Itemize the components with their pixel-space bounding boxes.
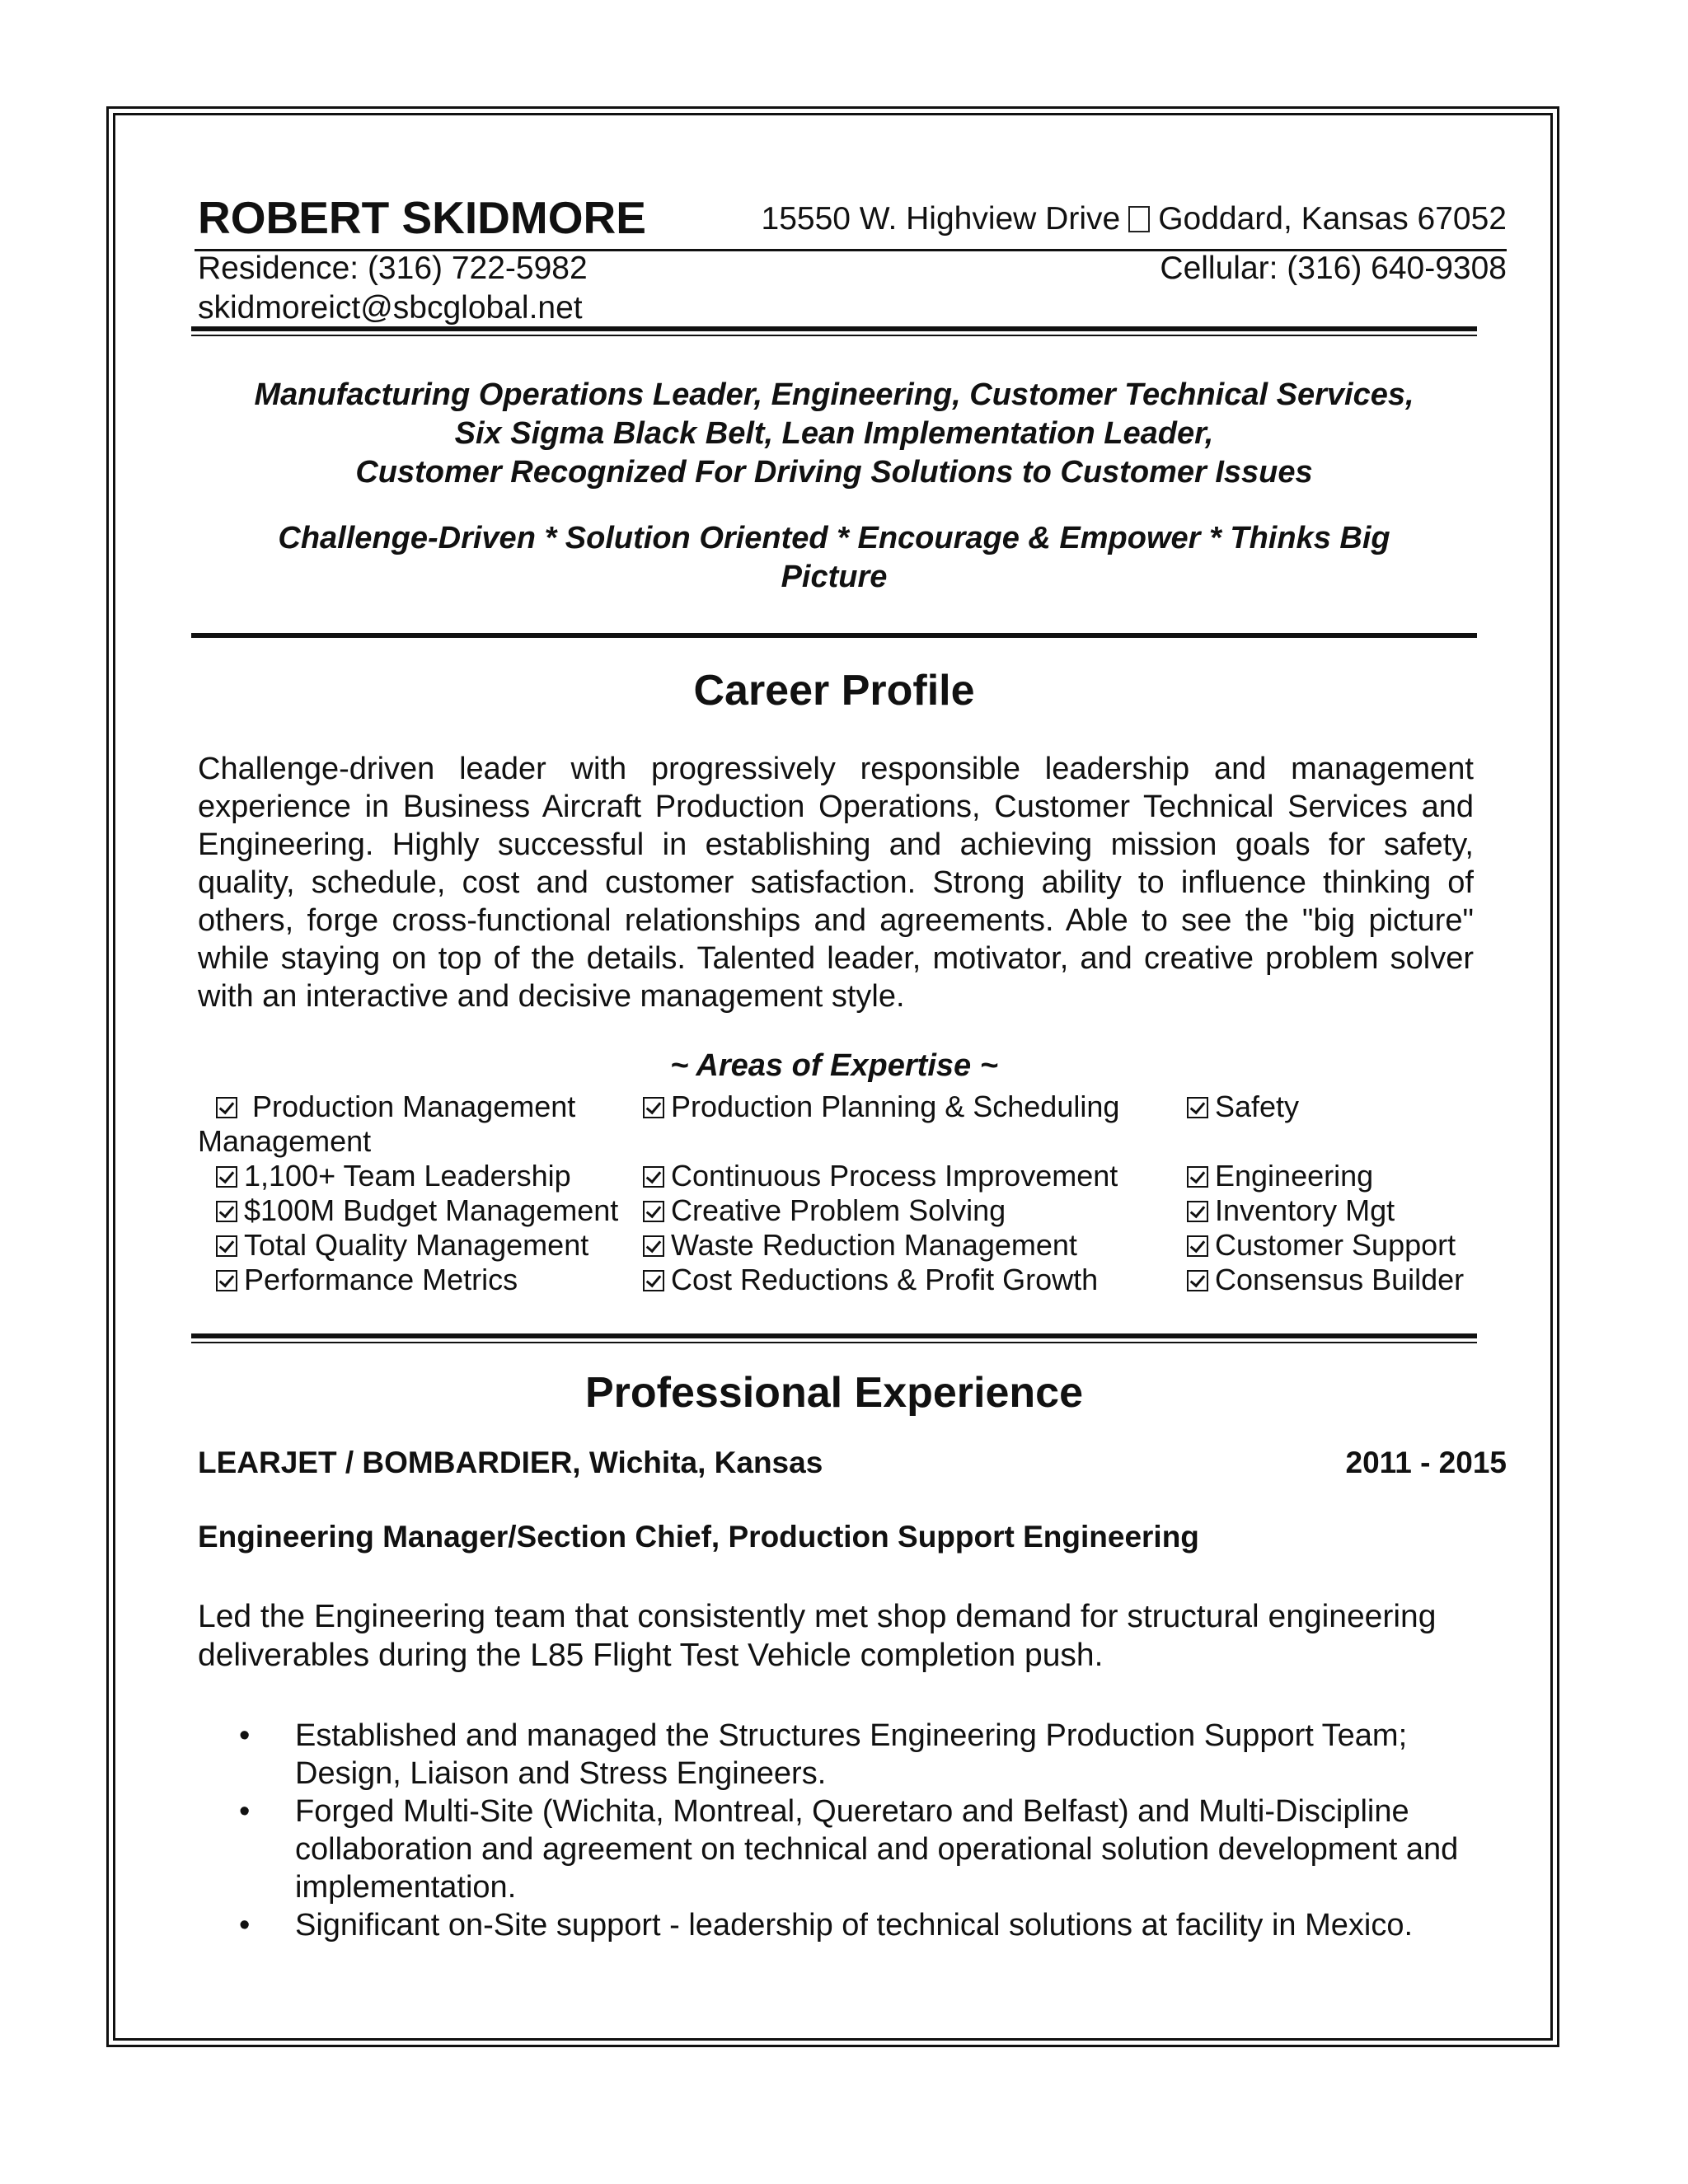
address-city: Goddard, Kansas 67052: [1158, 201, 1507, 237]
headline-line-2: Six Sigma Black Belt, Lean Implementation Leader,: [454, 416, 1214, 451]
checkbox-icon: [1187, 1097, 1208, 1118]
checkbox-icon: [643, 1097, 664, 1118]
employment-years: 2011 - 2015: [1345, 1446, 1507, 1479]
traits: [191, 519, 1477, 597]
checkbox-icon: [1187, 1270, 1208, 1291]
section-divider: [191, 633, 1477, 638]
expertise-item: 1,100+ Team Leadership: [216, 1159, 571, 1193]
section-divider-thin: [191, 1342, 1477, 1343]
expertise-item: Production Planning & Scheduling: [643, 1090, 1119, 1124]
list-item: • Forged Multi-Site (Wichita, Montreal, Queretaro and Belfast) and Multi-Discipline collaboration and agreement on technical and operational solution development and implementation.: [239, 1793, 1475, 1906]
traits-line-1: Challenge-Driven * Solution Oriented * Encourage & Empower * Thinks Big: [278, 521, 1390, 555]
experience-title: Professional Experience: [584, 1369, 1084, 1417]
job-summary: Led the Engineering team that consistently met shop demand for structural engineering deliverables during the L85 Flight Test Vehicle completion push.: [198, 1599, 1437, 1673]
expertise-item: Creative Problem Solving: [643, 1193, 1006, 1228]
list-item: • Established and managed the Structures Engineering Production Support Team; Design, Liaison and Stress Engineers.: [239, 1717, 1475, 1793]
expertise-item-wrap: Management: [198, 1124, 372, 1158]
candidate-name: ROBERT SKIDMORE: [198, 192, 646, 243]
separator-box-icon: [1128, 206, 1150, 232]
checkbox-icon: [643, 1235, 664, 1257]
checkbox-icon: [216, 1235, 237, 1257]
list-item: • Significant on-Site support - leadership of technical solutions at facility in Mexico.: [239, 1906, 1475, 1944]
checkbox-icon: [1187, 1166, 1208, 1188]
traits-line-2: Picture: [781, 560, 888, 594]
expertise-item: Consensus Builder: [1187, 1263, 1464, 1297]
expertise-item: Cost Reductions & Profit Growth: [643, 1263, 1098, 1297]
expertise-item: $100M Budget Management: [216, 1193, 618, 1228]
expertise-item: Safety: [1187, 1090, 1299, 1124]
checkbox-icon: [643, 1201, 664, 1222]
checkbox-icon: [1187, 1201, 1208, 1222]
expertise-item: Production Management: [216, 1090, 575, 1124]
expertise-item: Total Quality Management: [216, 1228, 588, 1263]
expertise-item: Continuous Process Improvement: [643, 1159, 1118, 1193]
expertise-heading: ~ Areas of Expertise ~: [670, 1048, 998, 1083]
cellular-phone: Cellular: (316) 640-9308: [1160, 251, 1507, 286]
checkbox-icon: [216, 1166, 237, 1188]
job-title: Engineering Manager/Section Chief, Production Support Engineering: [198, 1520, 1199, 1554]
header-divider-thin: [191, 335, 1477, 336]
expertise-item: Performance Metrics: [216, 1263, 518, 1297]
headline-line-3: Customer Recognized For Driving Solutions to Customer Issues: [355, 455, 1313, 490]
address-line: [762, 201, 1507, 237]
career-profile-text: Challenge-driven leader with progressively responsible leadership and management experience in Business Aircraft Production Operations, Customer Technical Services and Engineering. Highly successful in establishing and achieving mission goals for safety, quality, schedule, cost and customer satisfaction. Strong ability to influence thinking of others, forge cross-functional relationships and agreements. Able to see the "big picture" while staying on top of the details. Talented leader, motivator, and creative problem solver with an interactive and decisive management style.: [198, 752, 1474, 1014]
expertise-item: Inventory Mgt: [1187, 1193, 1395, 1228]
checkbox-icon: [216, 1097, 237, 1118]
checkbox-icon: [643, 1166, 664, 1188]
residence-phone: Residence: (316) 722-5982: [198, 251, 588, 286]
checkbox-icon: [216, 1270, 237, 1291]
checkbox-icon: [643, 1270, 664, 1291]
accomplishment-list: [239, 1717, 1475, 1944]
expertise-item: Customer Support: [1187, 1228, 1456, 1263]
section-divider: [191, 1333, 1477, 1338]
checkbox-icon: [216, 1201, 237, 1222]
address-street: 15550 W. Highview Drive: [761, 201, 1121, 237]
expertise-item: Engineering: [1187, 1159, 1373, 1193]
expertise-item: Waste Reduction Management: [643, 1228, 1077, 1263]
email-address: skidmoreict@sbcglobal.net: [198, 290, 583, 326]
headline: [191, 376, 1477, 492]
career-profile-title: Career Profile: [693, 667, 975, 715]
employer: LEARJET / BOMBARDIER, Wichita, Kansas: [198, 1446, 823, 1479]
checkbox-icon: [1187, 1235, 1208, 1257]
header-divider: [191, 326, 1477, 331]
headline-line-1: Manufacturing Operations Leader, Engineering, Customer Technical Services,: [254, 377, 1414, 412]
